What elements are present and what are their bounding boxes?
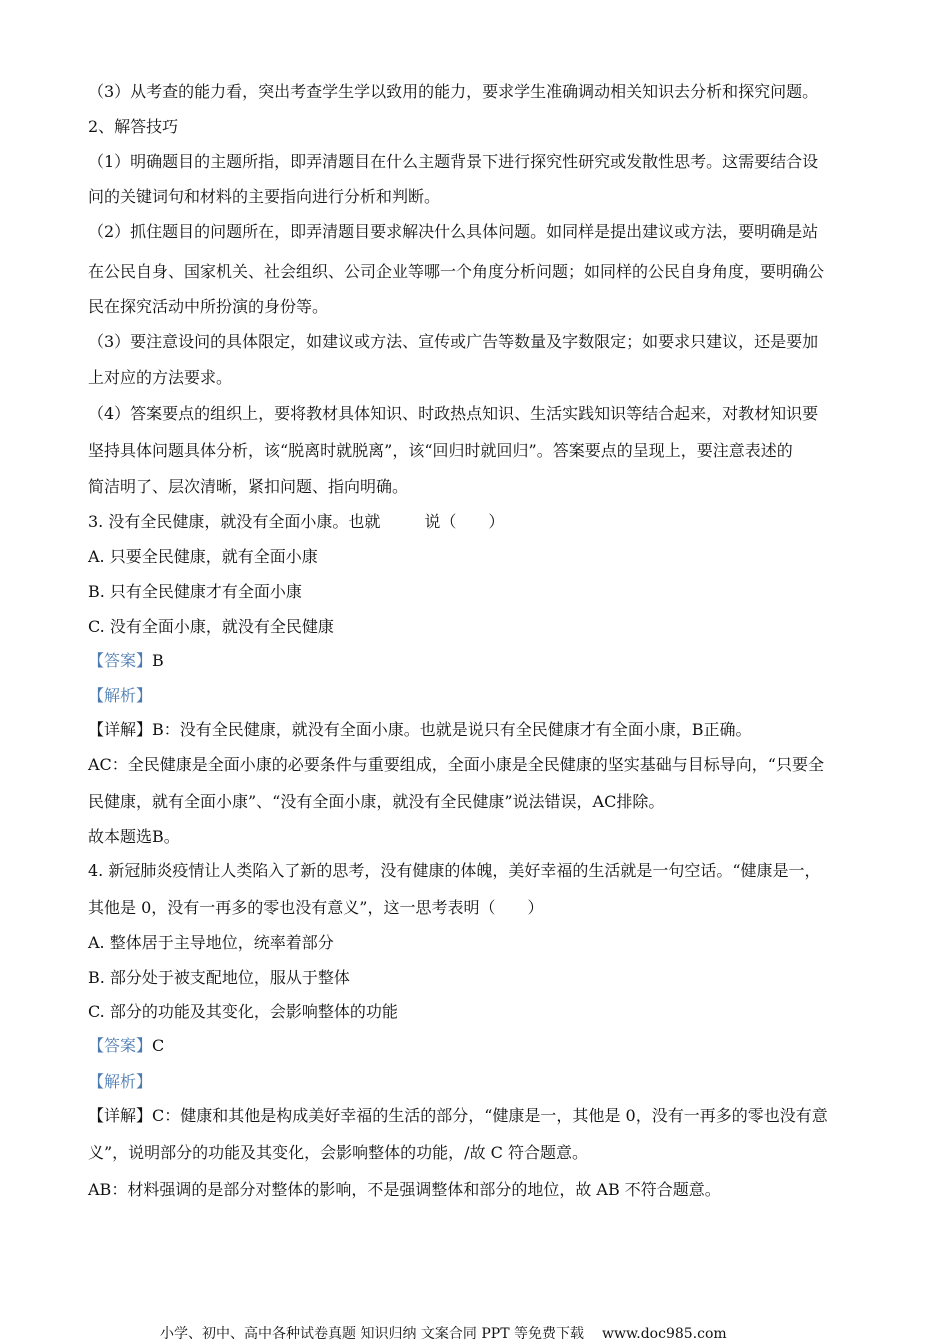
question-3-stem-part-2: 说（ ） [424,512,505,531]
footer-text: 小学、初中、高中各种试卷真题 知识归纳 文案合同 PPT 等免费下载 [160,1326,584,1342]
question-3-conclusion: 故本题选B。 [88,827,180,846]
tip-1-line-1: （1）明确题目的主题所指，即弄清题目在什么主题背景下进行探究性研究或发散性思考。这需要结合设 [88,152,819,171]
tip-3-line-2: 上对应的方法要求。 [88,368,233,387]
question-4-detail-2: AB：材料强调的是部分对整体的影响，不是强调整体和部分的地位，故 AB 不符合题意。 [88,1180,721,1199]
answer-label: 【答案】 [88,651,153,670]
tip-4-line-2: 坚持具体问题具体分析，该“脱离时就脱离”，该“回归时就回归”。答案要点的呈现上，要注意表述的 [88,441,793,460]
tip-2-line-2: 在公民自身、国家机关、社会组织、公司企业等哪一个角度分析问题；如同样的公民自身角度，要明确公 [88,262,825,281]
question-3-answer [88,651,164,671]
page-footer [160,1323,727,1343]
question-3-detail-2-line-2: 民健康，就有全面小康”、“没有全面小康，就没有全民健康”说法错误，AC排除。 [88,792,665,811]
question-4-detail-1-line-2: 义”，说明部分的功能及其变化，会影响整体的功能，/故 C 符合题意。 [88,1143,588,1162]
question-4-answer [88,1036,164,1056]
footer-site-link[interactable]: www.doc985.com [601,1326,727,1342]
tip-3-line-1: （3）要注意设问的具体限定，如建议或方法、宣传或广告等数量及字数限定；如要求只建议，还是要加 [88,332,819,351]
question-3-detail-1: 【详解】B：没有全民健康，就没有全面小康。也就是说只有全民健康才有全面小康，B正确。 [88,720,752,739]
answer-label: 【答案】 [88,1036,153,1055]
question-3-stem-part-1: 3. 没有全民健康，就没有全面小康。也就 [88,512,381,531]
answer-value: C [152,1036,165,1055]
question-4-stem-line-2: 其他是 0，没有一再多的零也没有意义”，这一思考表明（ ） [88,898,544,917]
tip-4-line-3: 简洁明了、层次清晰，紧扣问题、指向明确。 [88,477,409,496]
question-3-detail-2-line-1: AC：全民健康是全面小康的必要条件与重要组成，全面小康是全民健康的坚实基础与目标导向，“只要全 [88,755,824,774]
tip-4-line-1: （4）答案要点的组织上，要将教材具体知识、时政热点知识、生活实践知识等结合起来，对教材知识要 [88,404,819,423]
question-4-option-b: B. 部分处于被支配地位，服从于整体 [88,968,350,987]
question-3-option-c: C. 没有全面小康，就没有全民健康 [88,617,334,636]
question-4-analysis-label: 【解析】 [88,1072,153,1091]
question-3-option-b: B. 只有全民健康才有全面小康 [88,582,302,601]
section-heading-answer-tips: 2、解答技巧 [88,117,179,136]
answer-value: B [152,651,164,670]
question-4-option-a: A. 整体居于主导地位，统率着部分 [88,933,334,952]
tip-2-line-1: （2）抓住题目的问题所在，即弄清题目要求解决什么具体问题。如同样是提出建议或方法，要明确是站 [88,222,819,241]
tip-1-line-2: 问的关键词句和材料的主要指向进行分析和判断。 [88,187,441,206]
ability-point-3: （3）从考查的能力看，突出考查学生学以致用的能力，要求学生准确调动相关知识去分析和探究问题。 [88,82,819,101]
question-3-stem [88,512,504,532]
question-4-option-c: C. 部分的功能及其变化，会影响整体的功能 [88,1002,398,1021]
question-3-option-a: A. 只要全民健康，就有全面小康 [88,547,318,566]
tip-2-line-3: 民在探究活动中所扮演的身份等。 [88,297,329,316]
question-3-analysis-label: 【解析】 [88,686,153,705]
question-4-stem-line-1: 4. 新冠肺炎疫情让人类陷入了新的思考，没有健康的体魄，美好幸福的生活就是一句空话。“健康是一， [88,861,821,880]
question-4-detail-1-line-1: 【详解】C：健康和其他是构成美好幸福的生活的部分，“健康是一，其他是 0，没有一再多的零也没有意 [88,1106,828,1125]
